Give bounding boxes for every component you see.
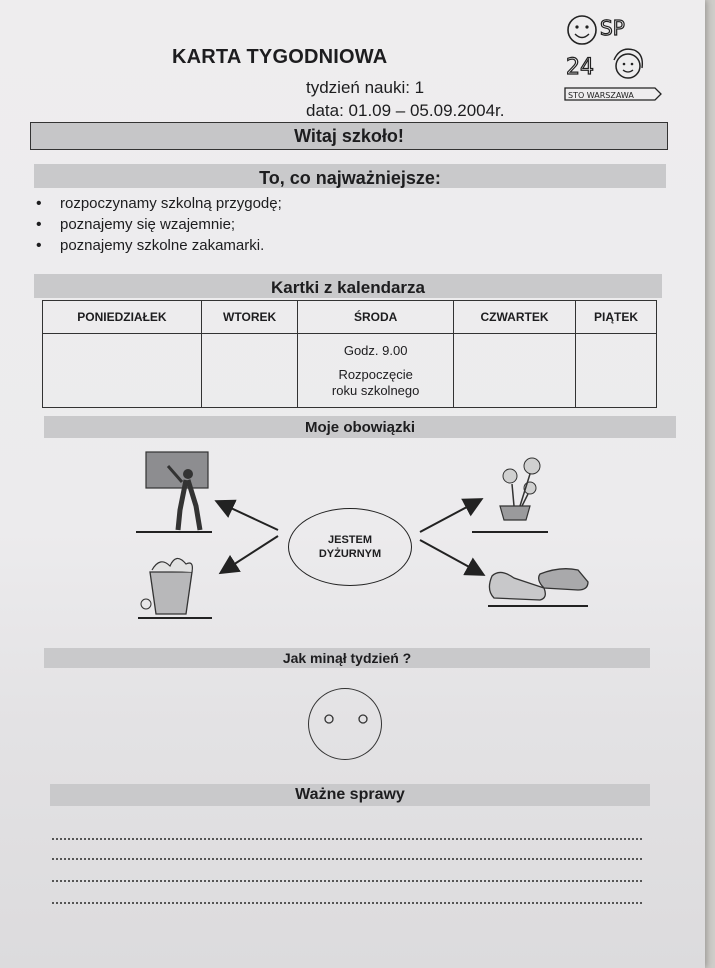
cell-monday [43, 334, 202, 408]
table-row [43, 334, 657, 408]
calendar-heading: Kartki z kalendarza [34, 274, 662, 298]
notes-line [52, 858, 642, 860]
list-item: • poznajemy się wzajemnie; [34, 214, 282, 235]
important-list [34, 193, 282, 256]
week-review-heading: Jak minął tydzień ? [44, 648, 650, 668]
welcome-banner: Witaj szkoło! [30, 122, 668, 150]
flowers-illustration [472, 458, 548, 532]
cell-wednesday [298, 334, 454, 408]
arrow-to-flowers [420, 500, 480, 532]
school-logo [560, 8, 666, 104]
wednesday-time: Godz. 9.00 [343, 342, 408, 358]
page-title: KARTA TYGODNIOWA [172, 46, 388, 68]
day-thursday: CZWARTEK [453, 301, 575, 334]
arrow-to-board [218, 502, 278, 530]
duties-heading: Moje obowiązki [44, 416, 676, 438]
calendar-table [42, 300, 657, 408]
cell-friday [576, 334, 657, 408]
week-number: tydzień nauki: 1 [306, 78, 425, 97]
duty-center-line2: DYŻURNYM [318, 548, 382, 560]
shoes-illustration [488, 569, 588, 606]
notes-line [52, 902, 642, 904]
school-logo-drawing [560, 8, 666, 104]
face-eyes [309, 689, 381, 759]
wiping-board-illustration [136, 452, 212, 532]
cell-tuesday [201, 334, 298, 408]
table-header-row [43, 301, 657, 334]
duty-center-circle [288, 508, 412, 586]
day-friday: PIĄTEK [576, 301, 657, 334]
logo-sp-text: SP [600, 16, 625, 40]
logo-number-text: 24 [566, 55, 594, 80]
wednesday-event-line1: Rozpoczęcie [338, 366, 413, 382]
date-range: data: 01.09 – 05.09.2004r. [306, 101, 505, 120]
notes-line [52, 838, 642, 840]
waste-basket-illustration [138, 558, 212, 618]
important-heading: To, co najważniejsze: [34, 164, 666, 188]
logo-sto-text: STO WARSZAWA [568, 91, 634, 100]
arrow-to-basket [222, 536, 278, 572]
cell-thursday [453, 334, 575, 408]
arrow-to-shoes [420, 540, 482, 574]
blank-face-drawing [308, 688, 382, 760]
day-tuesday: WTOREK [201, 301, 298, 334]
list-item: • rozpoczynamy szkolną przygodę; [34, 193, 282, 214]
wednesday-event-line2: roku szkolnego [331, 382, 420, 398]
list-item: • poznajemy szkolne zakamarki. [34, 235, 282, 256]
notes-heading: Ważne sprawy [50, 784, 650, 806]
duty-center-line1: JESTEM [327, 534, 372, 546]
day-monday: PONIEDZIAŁEK [43, 301, 202, 334]
day-wednesday: ŚRODA [298, 301, 454, 334]
notes-line [52, 880, 642, 882]
